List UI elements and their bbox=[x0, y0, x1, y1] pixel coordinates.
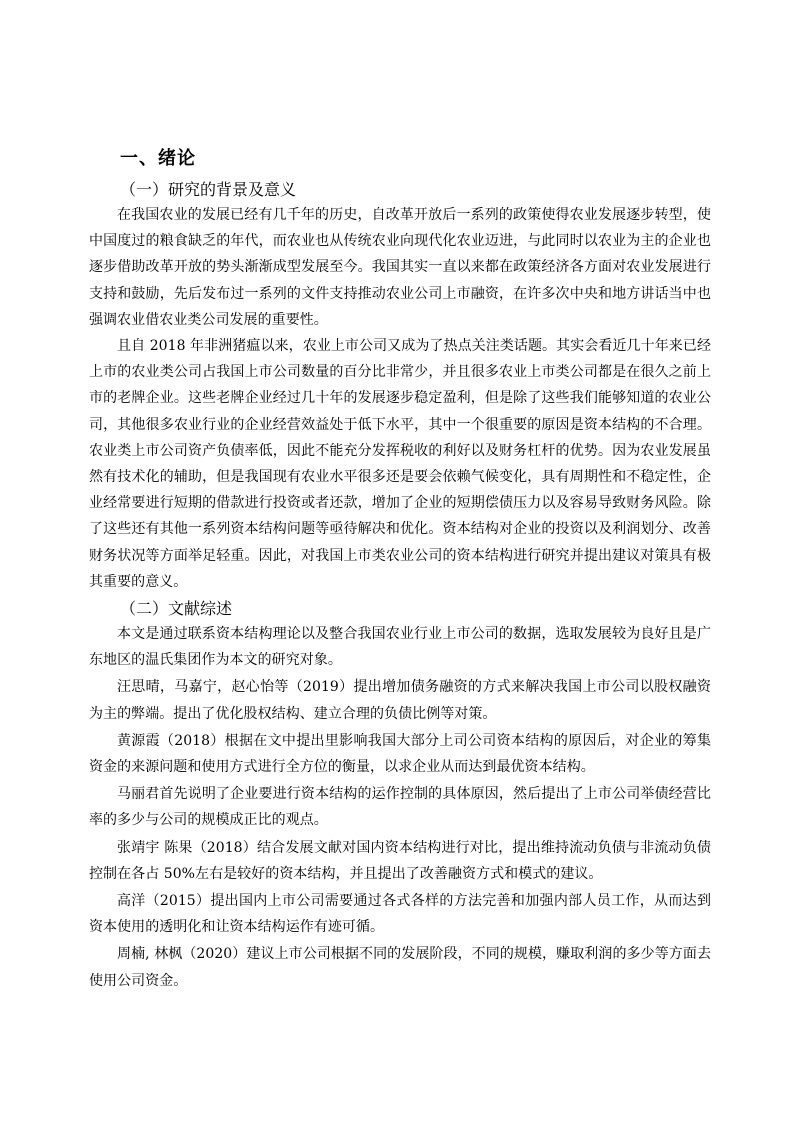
paragraph: 高洋（2015）提出国内上市公司需要通过各式各样的方法完善和加强内部人员工作，从而达到资本使用的透明化和让资本结构运作有迹可循。 bbox=[89, 893, 711, 936]
page-content bbox=[89, 148, 711, 994]
paragraph: 在我国农业的发展已经有几千年的历史，自改革开放后一系列的政策使得农业发展逐步转型，使中国度过的粮食缺乏的年代，而农业也从传统农业向现代化农业迈进，与此同时以农业为主的企业也逐步借助改革开放的势头渐渐成型发展至今。我国其实一直以来都在政策经济各方面对农业发展进行支持和鼓励，先后发布过一系列的文件支持推动农业公司上市融资，在许多次中央和地方讲话当中也强调农业借农业类公司发展的重要性。 bbox=[89, 207, 711, 328]
section-heading-literature-review: （二）文献综述 bbox=[120, 599, 233, 619]
paragraph: 张靖宇 陈果（2018）结合发展文献对国内资本结构进行对比，提出维持流动负债与非流动负债控制在各占 50%左右是较好的资本结构，并且提出了改善融资方式和模式的建议。 bbox=[89, 839, 711, 882]
section-heading-background: （一）研究的背景及意义 bbox=[120, 180, 297, 199]
paragraph: 黄源霞（2018）根据在文中提出里影响我国大部分上司公司资本结构的原因后，对企业的筹集资金的来源问题和使用方式进行全方位的衡量，以求企业从而达到最优资本结构。 bbox=[89, 732, 711, 776]
paragraph: 且自 2018 年非洲猪瘟以来，农业上市公司又成为了热点关注类话题。其实会看近几十年来已经上市的农业类公司占我国上市公司数量的百分比非常少，并且很多农业上市类公司都是在很久之前上市的老牌企业。这些老牌企业经过几十年的发展逐步稳定盈利，但是除了这些我们能够知道的农业公司，其他很多农业行业的企业经营效益处于低下水平，其中一个很重要的原因是资本结构的不合理。农业类上市公司资产负债率低，因此不能充分发挥税收的利好以及财务杠杆的优势。因为农业发展虽然有技术化的辅助，但是我国现有农业水平很多还是要会依赖气候变化，具有周期性和不稳定性，企业经常要进行短期的借款进行投资或者还款，增加了企业的短期偿债压力以及容易导致财务风险。除了这些还有其他一系列资本结构问题等亟待解决和优化。资本结构对企业的投资以及利润划分、改善财务状况等方面举足轻重。因此，对我国上市类农业公司的资本结构进行研究并提出建议对策具有极其重要的意义。 bbox=[89, 338, 711, 590]
paragraph: 汪思晴，马嘉宁，赵心怡等（2019）提出增加债务融资的方式来解决我国上市公司以股权融资为主的弊端。提出了优化股权结构、建立合理的负债比例等对策。 bbox=[89, 679, 711, 722]
paragraph: 马丽君首先说明了企业要进行资本结构的运作控制的具体原因，然后提出了上市公司举债经营比率的多少与公司的规模成正比的观点。 bbox=[89, 786, 711, 829]
paragraph: 周楠, 林枫（2020）建议上市公司根据不同的发展阶段，不同的规模，赚取利润的多少等方面去使用公司资金。 bbox=[89, 946, 711, 989]
chapter-title: 一、绪论 bbox=[120, 148, 196, 169]
paragraph: 本文是通过联系资本结构理论以及整合我国农业行业上市公司的数据，选取发展较为良好且是广东地区的温氏集团作为本文的研究对象。 bbox=[89, 626, 711, 669]
